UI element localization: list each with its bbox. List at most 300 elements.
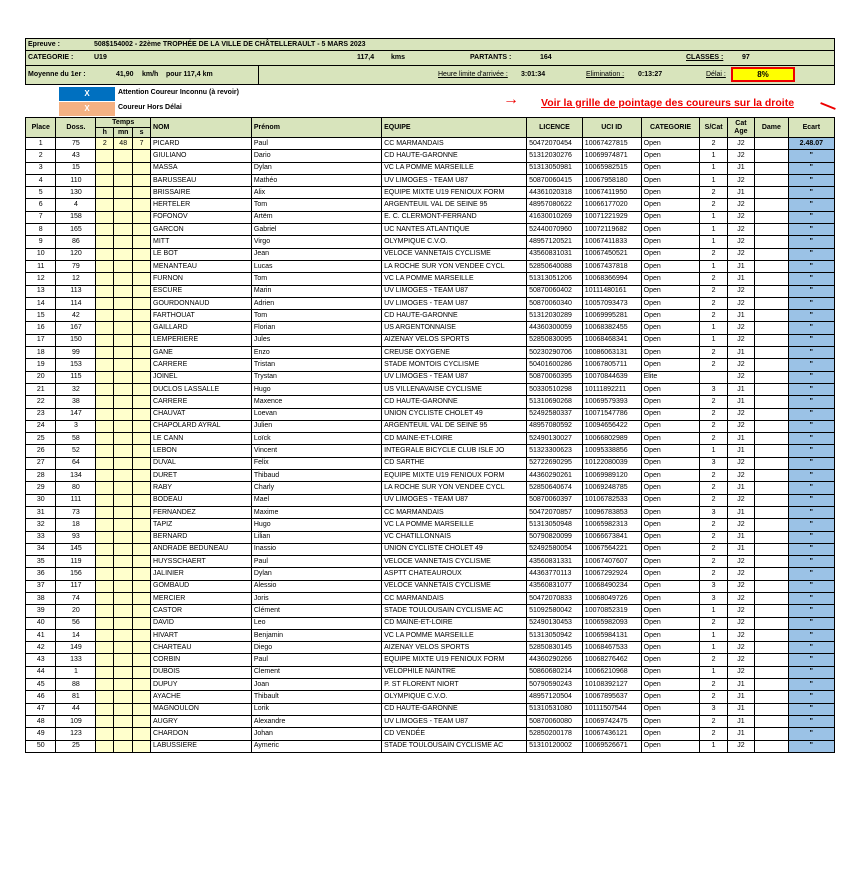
cell-scat: 1 — [700, 322, 727, 334]
cell-prenom: Hugo — [251, 383, 381, 395]
cell-mn — [114, 297, 133, 309]
cell-s — [133, 494, 151, 506]
cell-s — [133, 642, 151, 654]
cell-ecart: " — [788, 580, 834, 592]
cell-categorie: Elite — [641, 371, 700, 383]
cell-ecart: " — [788, 715, 834, 727]
cell-s — [133, 297, 151, 309]
cell-dame — [755, 543, 789, 555]
cell-nom: GARCON — [151, 224, 252, 236]
table-row — [26, 445, 835, 457]
cell-catage: J1 — [727, 273, 754, 285]
cell-categorie: Open — [641, 519, 700, 531]
cell-place: 23 — [26, 408, 56, 420]
cell-equipe: LA ROCHE SUR YON VENDEE CYCL — [382, 260, 527, 272]
table-row — [26, 470, 835, 482]
cell-licence: 51313050942 — [527, 629, 583, 641]
cell-catage: J1 — [727, 506, 754, 518]
cell-doss: 18 — [56, 519, 96, 531]
cell-licence: 50472070833 — [527, 592, 583, 604]
cell-equipe: STADE MONTOIS CYCLISME — [382, 359, 527, 371]
cell-h — [96, 617, 114, 629]
cell-uci: 10094656422 — [582, 420, 641, 432]
cell-nom: HUYSSCHAERT — [151, 556, 252, 568]
cell-doss: 15 — [56, 162, 96, 174]
cell-dame — [755, 445, 789, 457]
cell-h — [96, 359, 114, 371]
cell-place: 49 — [26, 728, 56, 740]
cell-licence: 50230290706 — [527, 347, 583, 359]
heure-limite-value: 3:01:34 — [521, 71, 546, 78]
cell-prenom: Tom — [251, 199, 381, 211]
cell-equipe: VELOCE VANNETAIS CYCLISME — [382, 248, 527, 260]
cell-ecart: " — [788, 642, 834, 654]
cell-mn — [114, 433, 133, 445]
table-row — [26, 519, 835, 531]
cell-catage: J2 — [727, 224, 754, 236]
cell-place: 45 — [26, 679, 56, 691]
cell-prenom: Johan — [251, 728, 381, 740]
cell-uci: 10067411950 — [582, 187, 641, 199]
cell-catage: J2 — [727, 592, 754, 604]
cell-dame — [755, 457, 789, 469]
cell-equipe: VELOPHILE NAINTRE — [382, 666, 527, 678]
cell-licence: 50790820099 — [527, 531, 583, 543]
cell-doss: 158 — [56, 211, 96, 223]
cell-doss: 153 — [56, 359, 96, 371]
cell-ecart: " — [788, 740, 834, 752]
cell-s — [133, 334, 151, 346]
cell-scat: 1 — [700, 605, 727, 617]
results-sheet — [25, 38, 835, 753]
cell-mn — [114, 187, 133, 199]
cell-mn — [114, 273, 133, 285]
cell-scat: 2 — [700, 715, 727, 727]
cell-prenom: Thibaud — [251, 470, 381, 482]
cell-scat: 1 — [700, 150, 727, 162]
cell-scat: 2 — [700, 494, 727, 506]
cell-ecart: " — [788, 605, 834, 617]
cell-s — [133, 224, 151, 236]
cell-dame — [755, 494, 789, 506]
cell-doss: 64 — [56, 457, 96, 469]
cell-place: 47 — [26, 703, 56, 715]
cell-scat: 1 — [700, 629, 727, 641]
cell-prenom: Mathéo — [251, 174, 381, 186]
cell-licence: 50401600286 — [527, 359, 583, 371]
cell-scat: 2 — [700, 420, 727, 432]
cell-nom: CHARTEAU — [151, 642, 252, 654]
cell-scat: 2 — [700, 138, 727, 150]
cell-catage: J2 — [727, 359, 754, 371]
cell-catage: J2 — [727, 371, 754, 383]
cell-catage: J2 — [727, 334, 754, 346]
cell-uci: 10068382455 — [582, 322, 641, 334]
cell-dame — [755, 715, 789, 727]
cell-catage: J2 — [727, 642, 754, 654]
cell-nom: ESCURE — [151, 285, 252, 297]
cell-doss: 115 — [56, 371, 96, 383]
cell-s — [133, 408, 151, 420]
cell-equipe: OLYMPIQUE C.V.O. — [382, 691, 527, 703]
cell-nom: AUGRY — [151, 715, 252, 727]
cell-uci: 10067407607 — [582, 556, 641, 568]
cell-h — [96, 703, 114, 715]
cell-ecart: " — [788, 285, 834, 297]
cell-uci: 10065982515 — [582, 162, 641, 174]
table-row — [26, 420, 835, 432]
cell-nom: BODEAU — [151, 494, 252, 506]
col-categorie: CATEGORIE — [641, 118, 700, 138]
cell-place: 16 — [26, 322, 56, 334]
table-row — [26, 322, 835, 334]
table-row — [26, 359, 835, 371]
cell-mn — [114, 174, 133, 186]
table-row — [26, 482, 835, 494]
cell-catage: J1 — [727, 347, 754, 359]
cell-prenom: Trystan — [251, 371, 381, 383]
cell-dame — [755, 433, 789, 445]
cell-catage: J1 — [727, 187, 754, 199]
cell-s — [133, 470, 151, 482]
cell-licence: 51312030276 — [527, 150, 583, 162]
cell-catage: J2 — [727, 322, 754, 334]
cell-equipe: ARGENTEUIL VAL DE SEINE 95 — [382, 420, 527, 432]
cell-s — [133, 236, 151, 248]
cell-dame — [755, 568, 789, 580]
cell-dame — [755, 260, 789, 272]
cell-catage: J1 — [727, 691, 754, 703]
cell-doss: 149 — [56, 642, 96, 654]
cell-doss: 56 — [56, 617, 96, 629]
cell-catage: J2 — [727, 494, 754, 506]
cell-place: 4 — [26, 174, 56, 186]
cell-s — [133, 556, 151, 568]
cell-h — [96, 236, 114, 248]
cell-h — [96, 396, 114, 408]
col-licence: LICENCE — [527, 118, 583, 138]
header-row-moyenne — [25, 66, 835, 85]
table-row — [26, 383, 835, 395]
cell-mn — [114, 703, 133, 715]
cell-h — [96, 740, 114, 752]
cell-mn — [114, 715, 133, 727]
cell-nom: DURET — [151, 470, 252, 482]
cell-licence: 50330510298 — [527, 383, 583, 395]
cell-scat: 3 — [700, 703, 727, 715]
cell-uci: 10065984131 — [582, 629, 641, 641]
cell-h — [96, 494, 114, 506]
cell-nom: MERCIER — [151, 592, 252, 604]
cell-mn — [114, 580, 133, 592]
cell-licence: 51310690268 — [527, 396, 583, 408]
cell-mn — [114, 150, 133, 162]
moyenne-value: 41,90 — [116, 71, 134, 78]
cell-mn — [114, 592, 133, 604]
cell-scat: 2 — [700, 728, 727, 740]
col-equipe: EQUIPE — [382, 118, 527, 138]
cell-prenom: Florian — [251, 322, 381, 334]
cell-place: 50 — [26, 740, 56, 752]
cell-ecart: " — [788, 408, 834, 420]
cell-s — [133, 543, 151, 555]
cell-h — [96, 285, 114, 297]
cell-doss: 134 — [56, 470, 96, 482]
cell-doss: 156 — [56, 568, 96, 580]
cell-h — [96, 322, 114, 334]
cell-equipe: VELOCE VANNETAIS CYCLISME — [382, 556, 527, 568]
cell-h — [96, 224, 114, 236]
cell-equipe: UV LIMOGES - TEAM U87 — [382, 371, 527, 383]
cell-categorie: Open — [641, 715, 700, 727]
table-row — [26, 592, 835, 604]
cell-doss: 114 — [56, 297, 96, 309]
cell-equipe: AIZENAY VELOS SPORTS — [382, 334, 527, 346]
voir-grille-link[interactable]: Voir la grille de pointage des coureurs sur la droite — [541, 97, 795, 109]
cell-dame — [755, 506, 789, 518]
table-row — [26, 224, 835, 236]
cell-ecart: " — [788, 334, 834, 346]
cell-mn — [114, 482, 133, 494]
cell-uci: 10065982093 — [582, 617, 641, 629]
cell-categorie: Open — [641, 396, 700, 408]
table-row — [26, 605, 835, 617]
cell-prenom: Lorik — [251, 703, 381, 715]
table-row — [26, 297, 835, 309]
cell-dame — [755, 482, 789, 494]
legend — [25, 85, 835, 117]
cell-catage: J2 — [727, 199, 754, 211]
cell-uci: 10067895637 — [582, 691, 641, 703]
cell-dame — [755, 285, 789, 297]
cell-prenom: Vincent — [251, 445, 381, 457]
cell-h — [96, 187, 114, 199]
column-header-row — [26, 118, 835, 128]
cell-ecart: " — [788, 371, 834, 383]
cell-dame — [755, 297, 789, 309]
cell-ecart: " — [788, 506, 834, 518]
cell-s — [133, 162, 151, 174]
cell-prenom: Jules — [251, 334, 381, 346]
cell-categorie: Open — [641, 310, 700, 322]
cell-licence: 50870060395 — [527, 371, 583, 383]
cell-scat: 1 — [700, 666, 727, 678]
cell-prenom: Paul — [251, 138, 381, 150]
cell-licence: 52490130453 — [527, 617, 583, 629]
cell-mn — [114, 556, 133, 568]
cell-s — [133, 580, 151, 592]
cell-uci: 10067436121 — [582, 728, 641, 740]
cell-equipe: UNION CYCLISTE CHOLET 49 — [382, 408, 527, 420]
cell-h — [96, 371, 114, 383]
cell-dame — [755, 617, 789, 629]
cell-scat: 2 — [700, 543, 727, 555]
table-row — [26, 531, 835, 543]
cell-s — [133, 248, 151, 260]
cell-nom: RABY — [151, 482, 252, 494]
cell-h — [96, 297, 114, 309]
cell-dame — [755, 150, 789, 162]
cell-h — [96, 211, 114, 223]
cell-uci: 10068490234 — [582, 580, 641, 592]
cell-categorie: Open — [641, 433, 700, 445]
results-body — [26, 138, 835, 753]
cell-nom: ANDRADE BEDUNEAU — [151, 543, 252, 555]
table-row — [26, 740, 835, 752]
cell-h — [96, 383, 114, 395]
table-row — [26, 617, 835, 629]
cell-catage: J1 — [727, 383, 754, 395]
cell-mn — [114, 679, 133, 691]
cell-s — [133, 531, 151, 543]
cell-categorie: Open — [641, 211, 700, 223]
cell-prenom: Virgo — [251, 236, 381, 248]
cell-equipe: EQUIPE MIXTE U19 FENIOUX FORM — [382, 470, 527, 482]
cell-equipe: CD HAUTE-GARONNE — [382, 396, 527, 408]
table-row — [26, 347, 835, 359]
table-row — [26, 433, 835, 445]
cell-licence: 43560831031 — [527, 248, 583, 260]
cell-catage: J2 — [727, 568, 754, 580]
cell-categorie: Open — [641, 457, 700, 469]
col-dame: Dame — [755, 118, 789, 138]
cell-equipe: VC CHATILLONNAIS — [382, 531, 527, 543]
cell-h — [96, 420, 114, 432]
cell-h — [96, 543, 114, 555]
cell-s — [133, 150, 151, 162]
cell-scat: 2 — [700, 482, 727, 494]
cell-ecart: " — [788, 629, 834, 641]
cell-doss: 93 — [56, 531, 96, 543]
col-uci: UCI ID — [582, 118, 641, 138]
cell-nom: HERTELER — [151, 199, 252, 211]
cell-nom: AYACHE — [151, 691, 252, 703]
cell-doss: 58 — [56, 433, 96, 445]
cell-licence: 44360290266 — [527, 654, 583, 666]
cell-scat: 2 — [700, 396, 727, 408]
cell-dame — [755, 703, 789, 715]
cell-prenom: Joan — [251, 679, 381, 691]
cell-prenom: Hugo — [251, 519, 381, 531]
cell-place: 20 — [26, 371, 56, 383]
cell-ecart: " — [788, 470, 834, 482]
cell-categorie: Open — [641, 703, 700, 715]
cell-dame — [755, 519, 789, 531]
cell-uci: 10069742475 — [582, 715, 641, 727]
cell-dame — [755, 138, 789, 150]
cell-nom: TAPIZ — [151, 519, 252, 531]
cell-doss: 133 — [56, 654, 96, 666]
cell-nom: CORBIN — [151, 654, 252, 666]
cell-equipe: CD MAINE-ET-LOIRE — [382, 433, 527, 445]
cell-uci: 10111480161 — [582, 285, 641, 297]
cell-place: 31 — [26, 506, 56, 518]
cell-dame — [755, 322, 789, 334]
cell-prenom: Joris — [251, 592, 381, 604]
col-doss: Doss. — [56, 118, 96, 138]
cell-mn — [114, 457, 133, 469]
cell-s — [133, 371, 151, 383]
cell-doss: 110 — [56, 174, 96, 186]
cell-licence: 50870060080 — [527, 715, 583, 727]
cell-h — [96, 482, 114, 494]
cell-equipe: UV LIMOGES - TEAM U87 — [382, 715, 527, 727]
cell-place: 7 — [26, 211, 56, 223]
cell-scat: 1 — [700, 445, 727, 457]
cell-place: 35 — [26, 556, 56, 568]
table-row — [26, 236, 835, 248]
cell-equipe: CREUSE OXYGENE — [382, 347, 527, 359]
cell-place: 42 — [26, 642, 56, 654]
cell-licence: 50870060340 — [527, 297, 583, 309]
cell-ecart: " — [788, 260, 834, 272]
cell-licence: 50870060402 — [527, 285, 583, 297]
cell-nom: BARUSSEAU — [151, 174, 252, 186]
cell-place: 14 — [26, 297, 56, 309]
cell-licence: 50472070857 — [527, 506, 583, 518]
cell-doss: 109 — [56, 715, 96, 727]
cell-s — [133, 617, 151, 629]
cell-categorie: Open — [641, 740, 700, 752]
heure-limite-label: Heure limite d'arrivée : — [438, 71, 508, 78]
cell-equipe: VC LA POMME MARSEILLE — [382, 629, 527, 641]
cell-h — [96, 728, 114, 740]
table-row — [26, 273, 835, 285]
cell-prenom: Tom — [251, 273, 381, 285]
cell-categorie: Open — [641, 728, 700, 740]
cell-dame — [755, 531, 789, 543]
cell-dame — [755, 224, 789, 236]
cell-categorie: Open — [641, 347, 700, 359]
cell-s — [133, 322, 151, 334]
cell-scat: 3 — [700, 580, 727, 592]
cell-doss: 52 — [56, 445, 96, 457]
cell-catage: J1 — [727, 162, 754, 174]
cell-doss: 4 — [56, 199, 96, 211]
cell-place: 19 — [26, 359, 56, 371]
cell-categorie: Open — [641, 236, 700, 248]
cell-scat: 2 — [700, 187, 727, 199]
cell-prenom: Tristan — [251, 359, 381, 371]
cell-place: 30 — [26, 494, 56, 506]
cell-ecart: " — [788, 728, 834, 740]
cell-ecart: " — [788, 187, 834, 199]
cell-categorie: Open — [641, 568, 700, 580]
cell-categorie: Open — [641, 580, 700, 592]
cell-doss: 44 — [56, 703, 96, 715]
cell-s — [133, 273, 151, 285]
cell-licence: 52850640088 — [527, 260, 583, 272]
epreuve-value: 508$154002 - 22ème TROPHÉE DE LA VILLE DE CHÂTELLERAULT - 5 MARS 2023 — [94, 41, 366, 48]
cell-mn — [114, 445, 133, 457]
cell-h — [96, 629, 114, 641]
cell-categorie: Open — [641, 334, 700, 346]
cell-ecart: " — [788, 691, 834, 703]
cell-ecart: " — [788, 494, 834, 506]
cell-doss: 73 — [56, 506, 96, 518]
table-row — [26, 715, 835, 727]
cell-mn — [114, 605, 133, 617]
cell-nom: CHAUVAT — [151, 408, 252, 420]
cell-equipe: EQUIPE MIXTE U19 FENIOUX FORM — [382, 187, 527, 199]
cell-place: 40 — [26, 617, 56, 629]
cell-mn — [114, 199, 133, 211]
table-row — [26, 580, 835, 592]
cell-categorie: Open — [641, 297, 700, 309]
cell-s — [133, 457, 151, 469]
cell-s — [133, 445, 151, 457]
cell-s — [133, 260, 151, 272]
